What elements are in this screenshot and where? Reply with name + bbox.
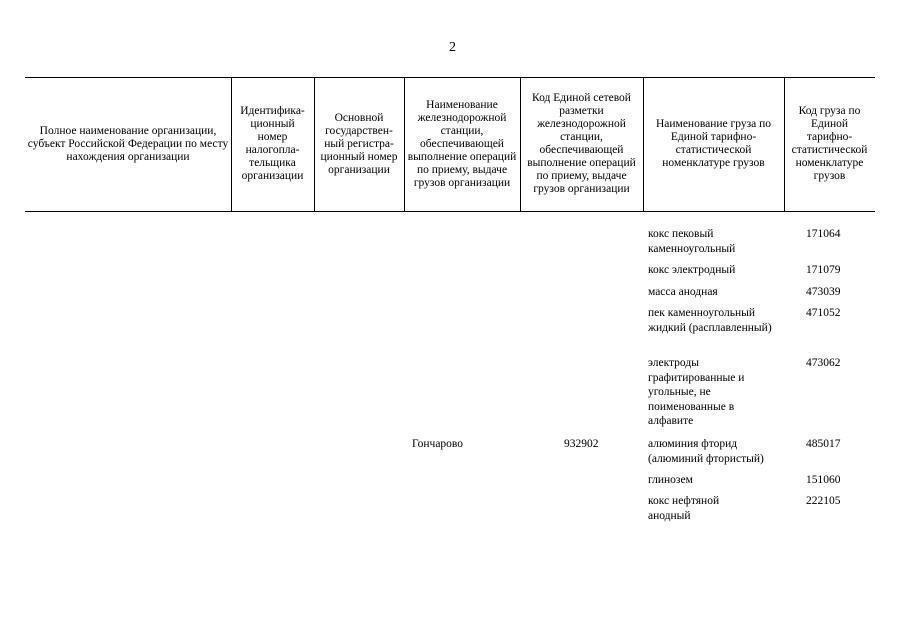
cargo-name: пек каменноугольный жидкий (расплавленный) bbox=[648, 307, 772, 334]
header-inn: Идентифика-ционный номер налогопла-тельщика организации bbox=[240, 105, 305, 182]
station-code: 932902 bbox=[564, 438, 599, 450]
header-cargo-name: Наименование груза по Единой тарифно-статистической номенклатуре грузов bbox=[655, 118, 771, 169]
cargo-code: 222105 bbox=[806, 495, 841, 507]
cargo-code: 171064 bbox=[806, 228, 841, 240]
cargo-code: 171079 bbox=[806, 264, 841, 276]
cargo-name: кокс нефтяной анодный bbox=[648, 495, 720, 522]
header-cargo-code: Код груза по Единой тарифно-статистической номенклатуре грузов bbox=[791, 105, 868, 182]
cargo-name: электроды графитированные и угольные, не поименованные в алфавите bbox=[648, 357, 745, 427]
table-header-bottom-border bbox=[25, 211, 875, 212]
page-number: 2 bbox=[449, 40, 456, 55]
cargo-name: масса анодная bbox=[648, 286, 718, 298]
cargo-code: 473062 bbox=[806, 357, 841, 369]
header-station-name: Наименование железнодорожной станции, обеспечивающей выполнение операций по приему, выдаче грузов организации bbox=[407, 98, 517, 189]
cargo-name: глинозем bbox=[648, 474, 693, 486]
cargo-name: алюминия фторид (алюминий фтористый) bbox=[648, 438, 764, 465]
cargo-name: кокс электродный bbox=[648, 264, 736, 276]
cargo-code: 151060 bbox=[806, 474, 841, 486]
cargo-name: кокс пековый каменноугольный bbox=[648, 228, 736, 255]
station-name: Гончарово bbox=[412, 438, 464, 450]
cargo-code: 473039 bbox=[806, 286, 841, 298]
header-station-code: Код Единой сетевой разметки железнодорожной станции, обеспечивающей выполнение операций по приему, выдаче грузов организации bbox=[527, 92, 636, 195]
cargo-code: 471052 bbox=[806, 307, 841, 319]
header-org-name: Полное наименование организации, субъект Российской Федерации по месту нахождения организации bbox=[27, 124, 229, 163]
cargo-code: 485017 bbox=[806, 438, 841, 450]
header-ogrn: Основной государствен-ный регистра-ционный номер организации bbox=[320, 111, 398, 176]
